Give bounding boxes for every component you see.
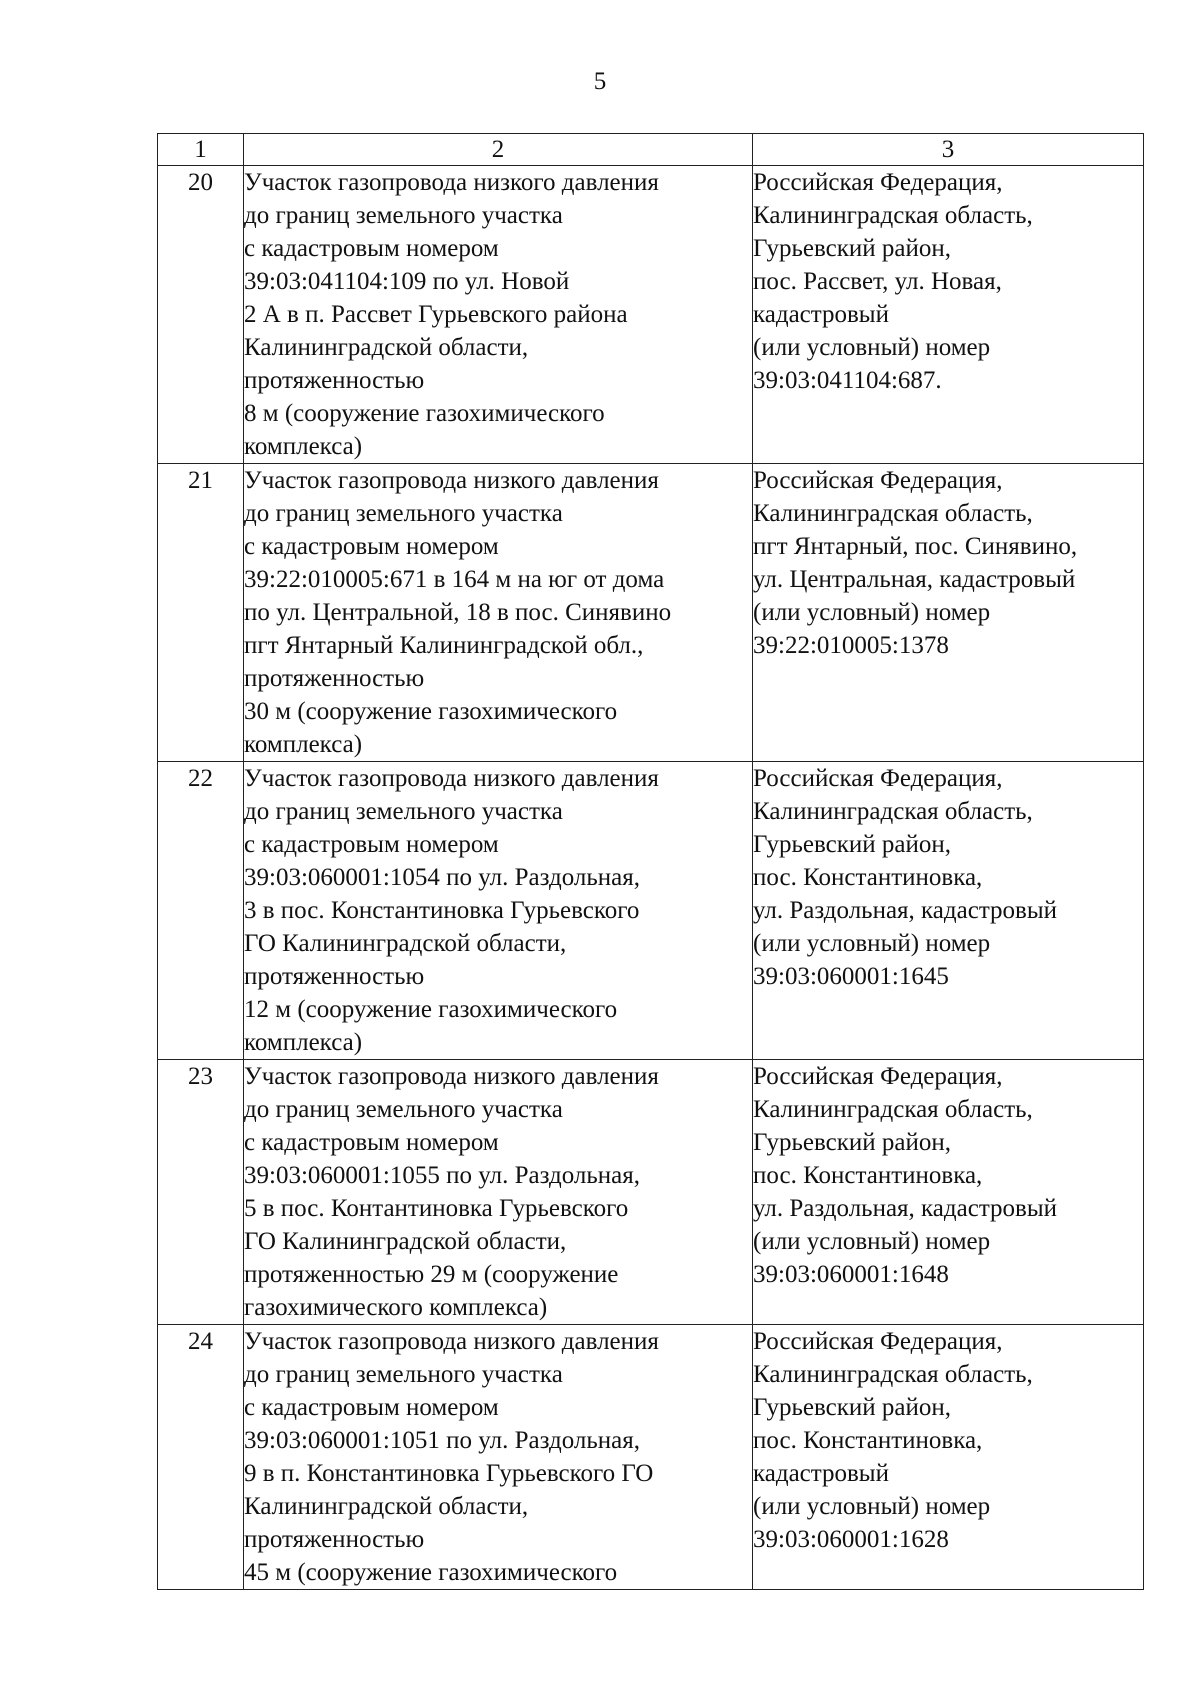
description-line: Участок газопровода низкого давления [244, 169, 659, 196]
description-line: ГО Калининградской области, [244, 930, 567, 957]
address-line: Российская Федерация, [753, 467, 1003, 494]
description-line: пгт Янтарный Калининградской обл., [244, 632, 644, 659]
row-number: 23 [158, 1060, 244, 1325]
object-description [244, 762, 753, 1060]
description-line: до границ земельного участка [244, 500, 563, 527]
row-number: 20 [158, 166, 244, 464]
description-line: Участок газопровода низкого давления [244, 1063, 659, 1090]
description-line: с кадастровым номером [244, 533, 499, 560]
table-row [158, 762, 1144, 1060]
description-line: комплекса) [244, 433, 363, 460]
address-line: (или условный) номер [753, 1228, 991, 1255]
description-line: 39:03:060001:1051 по ул. Раздольная, [244, 1427, 641, 1454]
description-line: до границ земельного участка [244, 798, 563, 825]
description-line: Участок газопровода низкого давления [244, 467, 659, 494]
address-line: Российская Федерация, [753, 1328, 1003, 1355]
description-line: протяженностью [244, 367, 425, 394]
description-line: с кадастровым номером [244, 235, 499, 262]
description-line: 39:03:041104:109 по ул. Новой [244, 268, 570, 295]
address-line: Гурьевский район, [753, 831, 952, 858]
address-line: пос. Константиновка, [753, 864, 983, 891]
address-line: Гурьевский район, [753, 1394, 952, 1421]
description-line: Калининградской области, [244, 334, 529, 361]
description-line: комплекса) [244, 1029, 363, 1056]
row-number: 22 [158, 762, 244, 1060]
column-header-description: 2 [244, 134, 753, 166]
description-line: 12 м (сооружение газохимического [244, 996, 618, 1023]
description-line: 39:22:010005:671 в 164 м на юг от дома [244, 566, 665, 593]
description-line: до границ земельного участка [244, 1096, 563, 1123]
address-line: Гурьевский район, [753, 1129, 952, 1156]
row-number: 24 [158, 1325, 244, 1590]
column-header-address: 3 [753, 134, 1144, 166]
description-line: комплекса) [244, 731, 363, 758]
address-line: Калининградская область, [753, 798, 1033, 825]
object-address [753, 166, 1144, 464]
object-description [244, 1060, 753, 1325]
address-line: Калининградская область, [753, 1096, 1033, 1123]
address-line: пос. Константиновка, [753, 1162, 983, 1189]
description-line: протяженностью [244, 665, 425, 692]
description-line: по ул. Центральной, 18 в пос. Синявино [244, 599, 672, 626]
description-line: 30 м (сооружение газохимического [244, 698, 618, 725]
address-line: кадастровый [753, 301, 889, 328]
description-line: протяженностью 29 м (сооружение [244, 1261, 619, 1288]
object-address [753, 464, 1144, 762]
table-row [158, 166, 1144, 464]
object-address [753, 762, 1144, 1060]
address-line: ул. Раздольная, кадастровый [753, 897, 1058, 924]
address-line: (или условный) номер [753, 1493, 991, 1520]
description-line: протяженностью [244, 1526, 425, 1553]
address-line: Российская Федерация, [753, 169, 1003, 196]
description-line: 39:03:060001:1054 по ул. Раздольная, [244, 864, 641, 891]
address-line: Калининградская область, [753, 500, 1033, 527]
address-line: 39:03:041104:687. [753, 367, 942, 394]
description-line: 9 в п. Константиновка Гурьевского ГО [244, 1460, 654, 1487]
description-line: Участок газопровода низкого давления [244, 765, 659, 792]
description-line: 45 м (сооружение газохимического [244, 1559, 618, 1586]
object-description [244, 1325, 753, 1590]
address-line: Российская Федерация, [753, 1063, 1003, 1090]
description-line: с кадастровым номером [244, 1129, 499, 1156]
address-line: Российская Федерация, [753, 765, 1003, 792]
object-description [244, 464, 753, 762]
page-number: 5 [593, 68, 607, 95]
address-line: (или условный) номер [753, 930, 991, 957]
row-number: 21 [158, 464, 244, 762]
description-line: 8 м (сооружение газохимического [244, 400, 605, 427]
description-line: 2 А в п. Рассвет Гурьевского района [244, 301, 628, 328]
address-line: Калининградская область, [753, 1361, 1033, 1388]
address-line: ул. Центральная, кадастровый [753, 566, 1076, 593]
address-line: 39:03:060001:1628 [753, 1526, 949, 1553]
description-line: Участок газопровода низкого давления [244, 1328, 659, 1355]
address-line: 39:03:060001:1645 [753, 963, 949, 990]
registry-table [157, 133, 1144, 1590]
description-line: газохимического комплекса) [244, 1294, 548, 1321]
description-line: 39:03:060001:1055 по ул. Раздольная, [244, 1162, 641, 1189]
table-row [158, 464, 1144, 762]
address-line: пос. Рассвет, ул. Новая, [753, 268, 1002, 295]
table-row [158, 1325, 1144, 1590]
description-line: протяженностью [244, 963, 425, 990]
column-header-number: 1 [158, 134, 244, 166]
object-address [753, 1060, 1144, 1325]
address-line: 39:03:060001:1648 [753, 1261, 949, 1288]
address-line: кадастровый [753, 1460, 889, 1487]
object-address [753, 1325, 1144, 1590]
description-line: 5 в пос. Контантиновка Гурьевского [244, 1195, 629, 1222]
description-line: до границ земельного участка [244, 1361, 563, 1388]
description-line: Калининградской области, [244, 1493, 529, 1520]
address-line: пгт Янтарный, пос. Синявино, [753, 533, 1078, 560]
address-line: Калининградская область, [753, 202, 1033, 229]
address-line: (или условный) номер [753, 599, 991, 626]
description-line: до границ земельного участка [244, 202, 563, 229]
address-line: 39:22:010005:1378 [753, 632, 949, 659]
description-line: 3 в пос. Константиновка Гурьевского [244, 897, 640, 924]
address-line: Гурьевский район, [753, 235, 952, 262]
description-line: с кадастровым номером [244, 1394, 499, 1421]
address-line: (или условный) номер [753, 334, 991, 361]
description-line: ГО Калининградской области, [244, 1228, 567, 1255]
table-row [158, 1060, 1144, 1325]
object-description [244, 166, 753, 464]
table-header-row [158, 134, 1144, 166]
address-line: ул. Раздольная, кадастровый [753, 1195, 1058, 1222]
address-line: пос. Константиновка, [753, 1427, 983, 1454]
description-line: с кадастровым номером [244, 831, 499, 858]
